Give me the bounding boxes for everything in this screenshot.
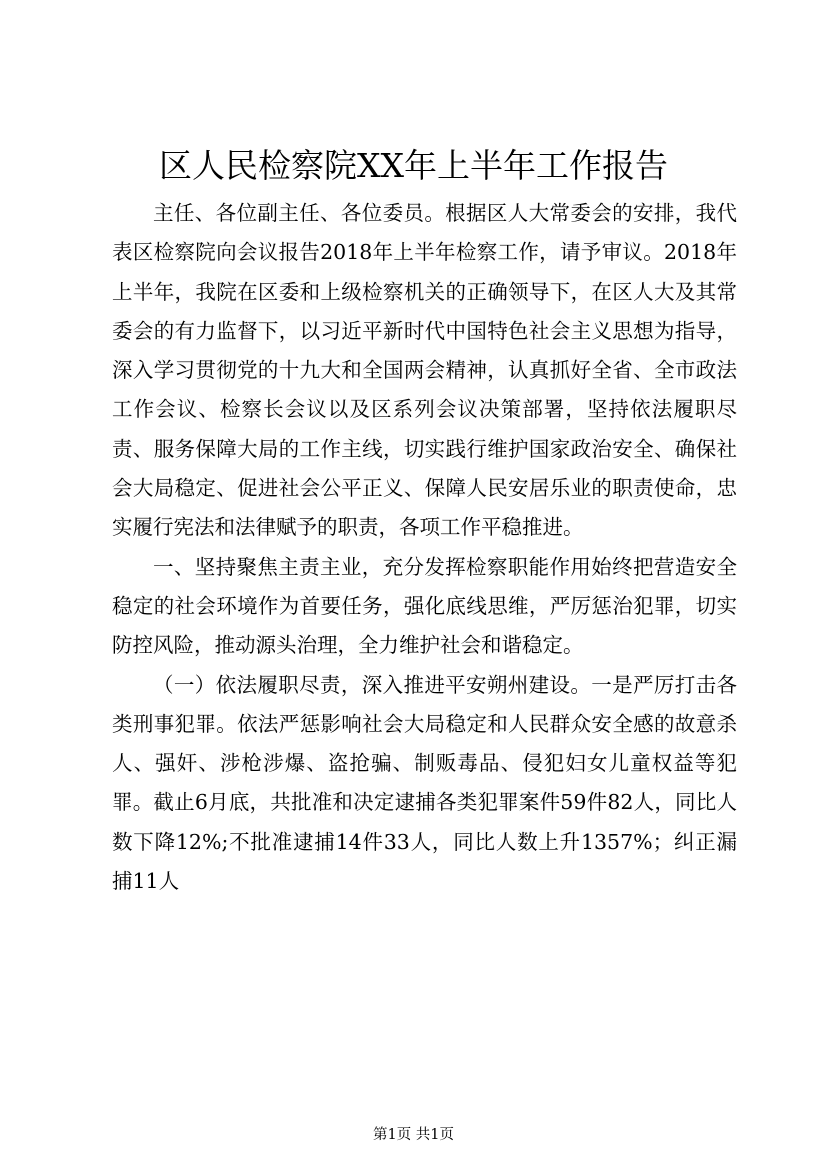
page-number: 第1页 共1页 <box>372 1127 455 1143</box>
document-title: 区人民检察院XX年上半年工作报告 <box>159 146 668 185</box>
paragraph-section-one: 一、坚持聚焦主责主业，充分发挥检察职能作用始终把营造安全稳定的社会环境作为首要任务，强化底线思维，严厉惩治犯罪，切实防控风险，推动源头治理，全力维护社会和谐稳定。 <box>112 554 737 658</box>
document-body <box>112 194 737 901</box>
paragraph-subsection-one: （一）依法履职尽责，深入推进平安朔州建设。一是严厉打击各类刑事犯罪。依法严惩影响社会大局稳定和人民群众安全感的故意杀人、强奸、涉枪涉爆、盗抢骗、制贩毒品、侵犯妇女儿童权益等犯罪。截止6月底，共批准和决定逮捕各类犯罪案件59件82人，同比人数下降12%;不批准逮捕14件33人，同比人数上升1357%；纠正漏捕11人 <box>112 672 737 894</box>
paragraph-intro: 主任、各位副主任、各位委员。根据区人大常委会的安排，我代表区检察院向会议报告2018年上半年检察工作，请予审议。2018年上半年，我院在区委和上级检察机关的正确领导下，在区人大及其常委会的有力监督下，以习近平新时代中国特色社会主义思想为指导，深入学习贯彻党的十九大和全国两会精神，认真抓好全省、全市政法工作会议、检察长会议以及区系列会议决策部署，坚持依法履职尽责、服务保障大局的工作主线，切实践行维护国家政治安全、确保社会大局稳定、促进社会公平正义、保障人民安居乐业的职责使命，忠实履行宪法和法律赋予的职责，各项工作平稳推进。 <box>112 201 737 540</box>
